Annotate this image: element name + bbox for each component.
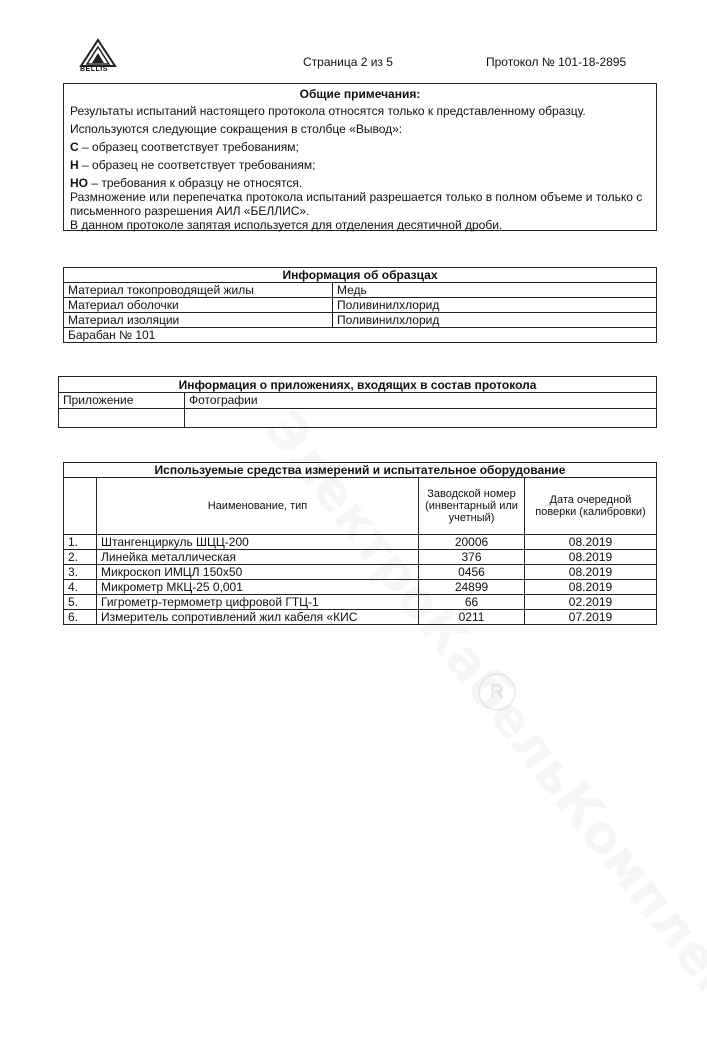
appendix-col-label: Приложение bbox=[59, 393, 185, 409]
equipment-name: Микрометр МКЦ-25 0,001 bbox=[97, 580, 419, 595]
samples-title: Информация об образцах bbox=[64, 268, 657, 283]
table-row bbox=[64, 610, 657, 625]
appendix-col-photos: Фотографии bbox=[185, 393, 657, 409]
table-header-row bbox=[64, 478, 657, 535]
table-row bbox=[64, 550, 657, 565]
table-row bbox=[64, 565, 657, 580]
verification-date: 08.2019 bbox=[525, 580, 657, 595]
notes-line: Размножение или перепечатка протокола испытаний разрешается только в полном объеме и только с bbox=[70, 190, 643, 204]
verification-date: 08.2019 bbox=[525, 535, 657, 550]
notes-line bbox=[64, 140, 656, 155]
notes-line: Результаты испытаний настоящего протокола относятся только к представленному образцу. bbox=[70, 104, 586, 118]
code-no-desc: – требования к образцу не относятся. bbox=[88, 176, 303, 190]
drum-number: Барабан № 101 bbox=[64, 328, 657, 343]
sample-label: Материал токопроводящей жилы bbox=[64, 283, 333, 298]
equipment-title: Используемые средства измерений и испытательное оборудование bbox=[64, 463, 657, 478]
equipment-name: Микроскоп ИМЦЛ 150х50 bbox=[97, 565, 419, 580]
equipment-name: Гигрометр-термометр цифровой ГТЦ-1 bbox=[97, 595, 419, 610]
empty-cell bbox=[59, 409, 185, 428]
notes-line: Используются следующие сокращения в столбце «Вывод»: bbox=[70, 122, 403, 136]
table-row bbox=[64, 298, 657, 313]
protocol-number: Протокол № 101-18-2895 bbox=[486, 55, 627, 69]
registered-mark: R bbox=[478, 673, 516, 711]
verification-date: 07.2019 bbox=[525, 610, 657, 625]
code-no: НО bbox=[70, 176, 88, 190]
row-number: 1. bbox=[64, 535, 97, 550]
notes-line bbox=[64, 158, 656, 173]
row-number: 5. bbox=[64, 595, 97, 610]
equipment-name: Измеритель сопротивлений жил кабеля «КИС bbox=[97, 610, 419, 625]
code-c-desc: – образец соответствует требованиям; bbox=[78, 140, 299, 154]
sample-value: Поливинилхлорид bbox=[333, 313, 657, 328]
row-number: 3. bbox=[64, 565, 97, 580]
code-n-desc: – образец не соответствует требованиям; bbox=[78, 158, 316, 172]
row-number: 2. bbox=[64, 550, 97, 565]
serial-number: 0456 bbox=[419, 565, 525, 580]
empty-cell bbox=[185, 409, 657, 428]
col-number bbox=[64, 478, 97, 535]
col-serial: Заводской номер (инвентарный или учетный) bbox=[419, 478, 525, 535]
notes-line bbox=[64, 176, 656, 191]
verification-date: 02.2019 bbox=[525, 595, 657, 610]
code-c: С bbox=[70, 140, 79, 154]
table-row bbox=[64, 535, 657, 550]
notes-title: Общие примечания: bbox=[299, 87, 421, 101]
table-row bbox=[59, 409, 657, 428]
logo-text: BELLIS bbox=[80, 66, 108, 73]
serial-number: 20006 bbox=[419, 535, 525, 550]
table-row bbox=[64, 313, 657, 328]
table-row bbox=[64, 580, 657, 595]
table-row bbox=[59, 393, 657, 409]
row-number: 6. bbox=[64, 610, 97, 625]
verification-date: 08.2019 bbox=[525, 565, 657, 580]
serial-number: 376 bbox=[419, 550, 525, 565]
samples-table bbox=[63, 267, 657, 343]
serial-number: 0211 bbox=[419, 610, 525, 625]
table-row bbox=[64, 595, 657, 610]
notes-line: письменного разрешения АИЛ «БЕЛЛИС». bbox=[70, 204, 310, 218]
col-name: Наименование, тип bbox=[97, 478, 419, 535]
equipment-name: Штангенциркуль ШЦЦ-200 bbox=[97, 535, 419, 550]
code-n: Н bbox=[70, 158, 79, 172]
table-row bbox=[64, 283, 657, 298]
sample-value: Медь bbox=[333, 283, 657, 298]
serial-number: 24899 bbox=[419, 580, 525, 595]
verification-date: 08.2019 bbox=[525, 550, 657, 565]
equipment-table bbox=[63, 462, 657, 625]
table-row bbox=[64, 328, 657, 343]
sample-value: Поливинилхлорид bbox=[333, 298, 657, 313]
notes-line: В данном протоколе запятая используется для отделения десятичной дроби. bbox=[70, 218, 503, 232]
general-notes-box bbox=[63, 83, 657, 231]
appendices-table bbox=[58, 376, 657, 428]
sample-label: Материал оболочки bbox=[64, 298, 333, 313]
row-number: 4. bbox=[64, 580, 97, 595]
equipment-name: Линейка металлическая bbox=[97, 550, 419, 565]
page-number: Страница 2 из 5 bbox=[303, 55, 393, 69]
col-date: Дата очередной поверки (калибровки) bbox=[525, 478, 657, 535]
sample-label: Материал изоляции bbox=[64, 313, 333, 328]
serial-number: 66 bbox=[419, 595, 525, 610]
appendices-title: Информация о приложениях, входящих в состав протокола bbox=[59, 377, 657, 393]
